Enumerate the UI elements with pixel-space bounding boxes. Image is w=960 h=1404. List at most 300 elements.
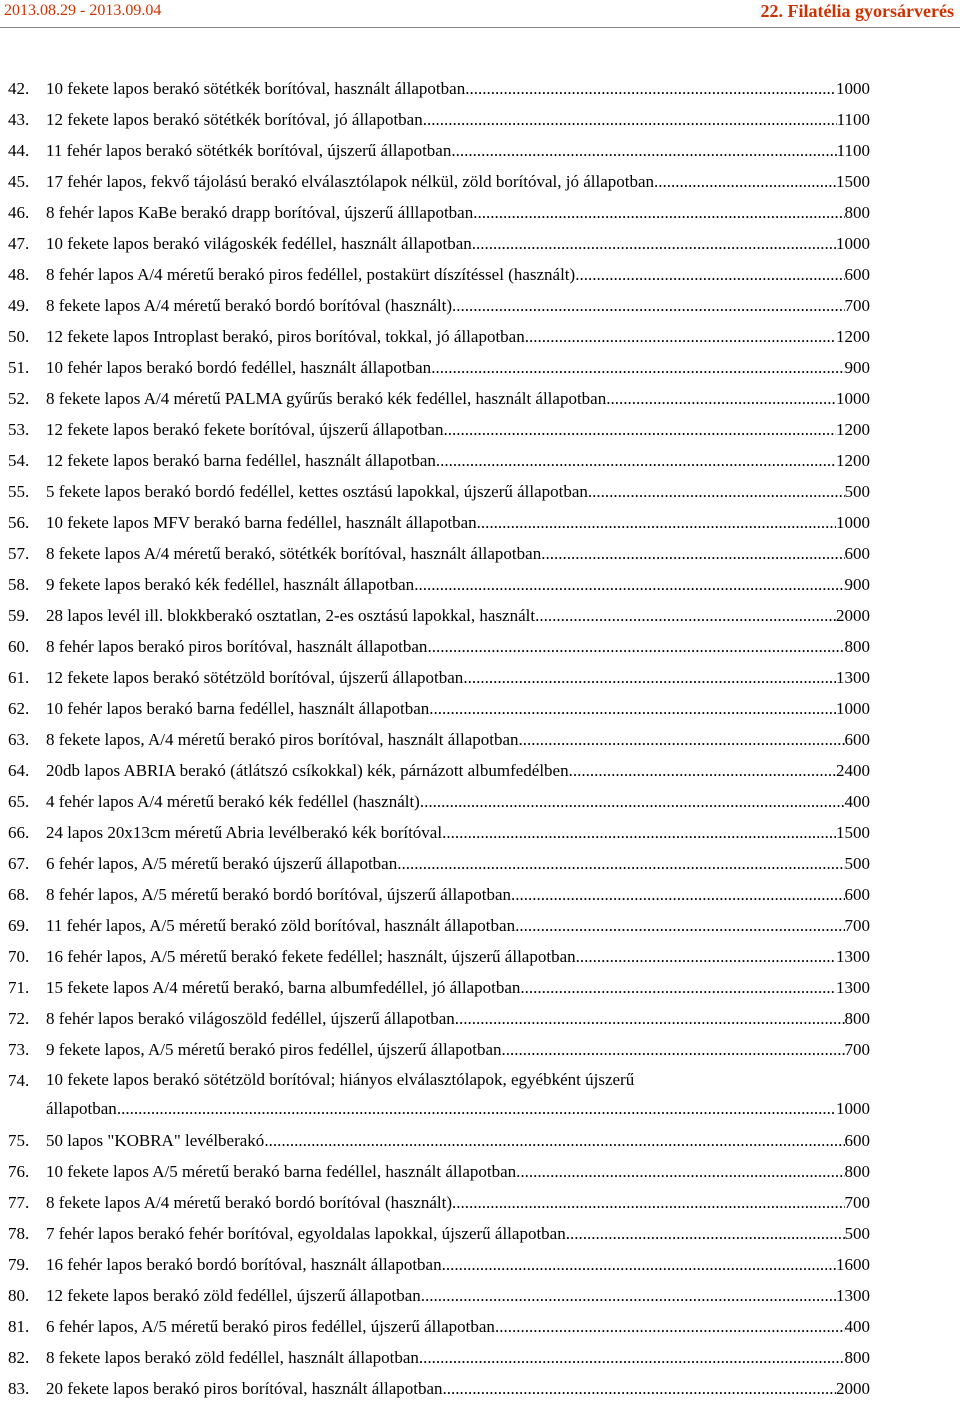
item-body: [46, 476, 870, 507]
item-number: 42.: [8, 79, 30, 98]
leader-dots: [502, 1034, 845, 1065]
item-number: 76.: [8, 1162, 30, 1181]
leader-dots: [117, 1094, 836, 1123]
item-description-continued: állapotban: [46, 1099, 117, 1118]
item-line: [46, 1249, 870, 1280]
item-body: [46, 1156, 870, 1187]
item-body: [46, 1187, 870, 1218]
list-item: [0, 848, 960, 879]
item-body: [46, 631, 870, 662]
leader-dots: [442, 817, 836, 848]
item-description: 8 fekete lapos A/4 méretű berakó bordó borítóval (használt): [46, 296, 452, 315]
list-item: [0, 1125, 960, 1156]
item-description: 11 fehér lapos berakó sötétkék borítóval, újszerű állapotban: [46, 141, 452, 160]
leader-dots: [495, 1311, 845, 1342]
item-description: 8 fekete lapos A/4 méretű PALMA gyűrűs berakó kék fedéllel, használt állapotban: [46, 389, 607, 408]
list-item: [0, 1003, 960, 1034]
item-price: 600: [844, 885, 870, 904]
item-body: [46, 786, 870, 817]
item-body: [46, 600, 870, 631]
item-price: 800: [844, 1162, 870, 1181]
item-price: 700: [844, 296, 870, 315]
list-item: [0, 259, 960, 290]
item-description: 10 fekete lapos berakó világoskék fedéllel, használt állapotban: [46, 234, 472, 253]
item-line: [46, 755, 870, 786]
item-price: 400: [844, 1317, 870, 1336]
leader-dots: [442, 1249, 836, 1280]
list-item: [0, 631, 960, 662]
item-body: [46, 1342, 870, 1373]
leader-dots: [463, 662, 836, 693]
item-description: 8 fehér lapos A/4 méretű berakó piros fedéllel, postakürt díszítéssel (használt): [46, 265, 576, 284]
item-line: [46, 1280, 870, 1311]
list-item: [0, 1218, 960, 1249]
item-description: 20 fekete lapos berakó piros borítóval, használt állapotban: [46, 1379, 443, 1398]
leader-dots: [423, 104, 837, 135]
item-body: [46, 414, 870, 445]
list-item: [0, 507, 960, 538]
item-number: 79.: [8, 1255, 30, 1274]
page-header: [0, 0, 960, 28]
item-number: 75.: [8, 1131, 30, 1150]
item-line: [46, 290, 870, 321]
list-item: [0, 879, 960, 910]
leader-dots: [436, 445, 836, 476]
item-description: 50 lapos "KOBRA" levélberakó: [46, 1131, 265, 1150]
leader-dots: [569, 755, 836, 786]
leader-dots: [451, 135, 836, 166]
date-range: 2013.08.29 - 2013.09.04: [4, 2, 162, 19]
item-description: 5 fekete lapos berakó bordó fedéllel, kettes osztású lapokkal, újszerű állapotban: [46, 482, 588, 501]
item-description: 10 fekete lapos MFV berakó barna fedéllel, használt állapotban: [46, 513, 477, 532]
item-price: 1500: [836, 172, 870, 191]
item-body: [46, 1125, 870, 1156]
list-item: [0, 600, 960, 631]
leader-dots: [515, 910, 844, 941]
item-body: [46, 352, 870, 383]
list-item: [0, 1342, 960, 1373]
item-number: 77.: [8, 1193, 30, 1212]
list-item: [0, 1373, 960, 1404]
item-price: 500: [844, 854, 870, 873]
item-body: [46, 848, 870, 879]
item-line: [46, 197, 870, 228]
item-price: 1200: [836, 327, 870, 346]
leader-dots: [421, 1280, 836, 1311]
item-number: 81.: [8, 1317, 30, 1336]
item-price: 500: [844, 1224, 870, 1243]
item-body: [46, 197, 870, 228]
leader-dots: [606, 383, 836, 414]
list-item: [0, 941, 960, 972]
item-number: 49.: [8, 296, 30, 315]
leader-dots: [465, 73, 836, 104]
item-number: 56.: [8, 513, 30, 532]
item-price: 800: [844, 1009, 870, 1028]
item-body: [46, 259, 870, 290]
list-item: [0, 104, 960, 135]
item-description: 12 fekete lapos berakó sötétkék borítóval, jó állapotban: [46, 110, 423, 129]
item-price: 1000: [836, 234, 870, 253]
item-price: 1600: [836, 1255, 870, 1274]
item-price: 600: [844, 265, 870, 284]
list-item: [0, 135, 960, 166]
item-price: 1300: [836, 978, 870, 997]
item-number: 46.: [8, 203, 30, 222]
document-title: 22. Filatélia gyorsárverés: [760, 1, 954, 21]
leader-dots: [443, 1373, 836, 1404]
item-number: 57.: [8, 544, 30, 563]
item-body: [46, 1373, 870, 1404]
item-number: 65.: [8, 792, 30, 811]
leader-dots: [535, 600, 836, 631]
item-number: 44.: [8, 141, 30, 160]
item-line: [46, 321, 870, 352]
item-number: 63.: [8, 730, 30, 749]
item-description: 10 fekete lapos berakó sötétkék borítóval, használt állapotban: [46, 79, 466, 98]
item-description: 15 fekete lapos A/4 méretű berakó, barna albumfedéllel, jó állapotban: [46, 978, 521, 997]
item-line: [46, 1003, 870, 1034]
leader-dots: [431, 352, 844, 383]
item-price: 600: [844, 730, 870, 749]
leader-dots: [429, 693, 836, 724]
item-price: 1300: [836, 668, 870, 687]
list-item: [0, 414, 960, 445]
item-number: 70.: [8, 947, 30, 966]
leader-dots: [397, 848, 844, 879]
item-body: [46, 693, 870, 724]
item-description: 16 fehér lapos, A/5 méretű berakó fekete fedéllel; használt, újszerű állapotban: [46, 947, 576, 966]
item-description: 7 fehér lapos berakó fehér borítóval, egyoldalas lapokkal, újszerű állapotban: [46, 1224, 566, 1243]
item-body: [46, 383, 870, 414]
list-item: [0, 1280, 960, 1311]
item-line: [46, 104, 870, 135]
item-line: [46, 1125, 870, 1156]
item-body: [46, 910, 870, 941]
item-price: 1000: [836, 1099, 870, 1118]
leader-dots: [452, 1187, 845, 1218]
leader-dots: [419, 1342, 845, 1373]
item-price: 1200: [836, 451, 870, 470]
leader-dots: [414, 569, 844, 600]
item-description: 10 fekete lapos A/5 méretű berakó barna fedéllel, használt állapotban: [46, 1162, 517, 1181]
item-line: [46, 135, 870, 166]
item-description: 11 fehér lapos, A/5 méretű berakó zöld borítóval, használt állapotban: [46, 916, 516, 935]
item-line: [46, 507, 870, 538]
item-price: 2000: [836, 606, 870, 625]
list-item: [0, 1311, 960, 1342]
item-body: [46, 166, 870, 197]
item-price: 600: [844, 544, 870, 563]
list-item: [0, 1065, 960, 1125]
item-number: 69.: [8, 916, 30, 935]
item-body: [46, 104, 870, 135]
item-description: 8 fekete lapos A/4 méretű berakó bordó borítóval (használt): [46, 1193, 452, 1212]
item-description: 8 fehér lapos berakó piros borítóval, használt állapotban: [46, 637, 428, 656]
item-number: 68.: [8, 885, 30, 904]
item-description: 28 lapos levél ill. blokkberakó osztatlan, 2-es osztású lapokkal, használt: [46, 606, 536, 625]
item-line: [46, 972, 870, 1003]
leader-dots: [477, 507, 836, 538]
list-item: [0, 538, 960, 569]
item-number: 50.: [8, 327, 30, 346]
item-number: 64.: [8, 761, 30, 780]
list-item: [0, 755, 960, 786]
item-description: 8 fehér lapos berakó világoszöld fedéllel, újszerű állapotban: [46, 1009, 455, 1028]
item-price: 800: [844, 203, 870, 222]
list-item: [0, 383, 960, 414]
list-item: [0, 569, 960, 600]
item-price: 900: [844, 358, 870, 377]
item-line: [46, 693, 870, 724]
item-body: [46, 1218, 870, 1249]
leader-dots: [511, 879, 845, 910]
item-description: 9 fekete lapos, A/5 méretű berakó piros fedéllel, újszerű állapotban: [46, 1040, 502, 1059]
item-price: 1500: [836, 823, 870, 842]
item-line: [46, 600, 870, 631]
item-line: [46, 1187, 870, 1218]
leader-dots: [473, 197, 844, 228]
item-price: 1200: [836, 420, 870, 439]
item-body: [46, 662, 870, 693]
list-item: [0, 1034, 960, 1065]
item-line: [46, 1034, 870, 1065]
item-line: [46, 259, 870, 290]
list-item: [0, 724, 960, 755]
item-body: [46, 569, 870, 600]
item-number: 55.: [8, 482, 30, 501]
list-item: [0, 445, 960, 476]
leader-dots: [455, 1003, 845, 1034]
list-item: [0, 786, 960, 817]
item-description: 8 fekete lapos berakó zöld fedéllel, használt állapotban: [46, 1348, 419, 1367]
item-description: 4 fehér lapos A/4 méretű berakó kék fedéllel (használt): [46, 792, 420, 811]
item-number: 72.: [8, 1009, 30, 1028]
item-description: 6 fehér lapos, A/5 méretű berakó piros fedéllel, újszerű állapotban: [46, 1317, 495, 1336]
item-description: 8 fekete lapos, A/4 méretű berakó piros borítóval, használt állapotban: [46, 730, 519, 749]
item-line: [46, 538, 870, 569]
item-number: 61.: [8, 668, 30, 687]
item-body: [46, 507, 870, 538]
leader-dots: [541, 538, 844, 569]
item-number: 54.: [8, 451, 30, 470]
leader-dots: [443, 414, 836, 445]
item-description: 12 fekete lapos berakó barna fedéllel, használt állapotban: [46, 451, 436, 470]
leader-dots: [566, 1218, 845, 1249]
list-item: [0, 972, 960, 1003]
item-description: 10 fehér lapos berakó barna fedéllel, használt állapotban: [46, 699, 430, 718]
item-description: 8 fekete lapos A/4 méretű berakó, sötétkék borítóval, használt állapotban: [46, 544, 542, 563]
item-number: 58.: [8, 575, 30, 594]
list-item: [0, 197, 960, 228]
item-description: 10 fekete lapos berakó sötétzöld borítóval; hiányos elválasztólapok, egyébként újszerű: [46, 1070, 635, 1089]
item-line: [46, 476, 870, 507]
leader-dots: [472, 228, 836, 259]
list-item: [0, 1249, 960, 1280]
item-body: [46, 941, 870, 972]
item-line: [46, 569, 870, 600]
item-price: 1300: [836, 1286, 870, 1305]
item-number: 43.: [8, 110, 30, 129]
leader-dots: [452, 290, 845, 321]
list-item: [0, 321, 960, 352]
item-price: 700: [844, 1193, 870, 1212]
item-description: 20db lapos ABRIA berakó (átlátszó csíkokkal) kék, párnázott albumfedélben: [46, 761, 569, 780]
leader-dots: [520, 972, 836, 1003]
item-body: [46, 290, 870, 321]
item-price: 800: [844, 1348, 870, 1367]
item-number: 45.: [8, 172, 30, 191]
item-body: [46, 538, 870, 569]
list-item: [0, 910, 960, 941]
item-price: 1000: [836, 79, 870, 98]
header-divider: [0, 27, 960, 28]
item-line: [46, 910, 870, 941]
item-description: 12 fekete lapos berakó sötétzöld borítóval, újszerű állapotban: [46, 668, 464, 687]
leader-dots: [588, 476, 845, 507]
item-description: 17 fehér lapos, fekvő tájolású berakó elválasztólapok nélkül, zöld borítóval, jó állapotban: [46, 172, 655, 191]
item-body: [46, 321, 870, 352]
item-body: [46, 755, 870, 786]
item-price: 1100: [836, 110, 870, 129]
item-price: 800: [844, 637, 870, 656]
item-number: 67.: [8, 854, 30, 873]
item-line: [46, 414, 870, 445]
list-item: [0, 817, 960, 848]
item-body: [46, 817, 870, 848]
item-body: [46, 1003, 870, 1034]
item-description: 16 fehér lapos berakó bordó borítóval, használt állapotban: [46, 1255, 442, 1274]
leader-dots: [654, 166, 836, 197]
leader-dots: [576, 941, 836, 972]
leader-dots: [575, 259, 844, 290]
item-body: [46, 1311, 870, 1342]
item-line: [46, 1218, 870, 1249]
item-price: 600: [844, 1131, 870, 1150]
item-price: 1000: [836, 389, 870, 408]
list-item: [0, 352, 960, 383]
item-line: [46, 383, 870, 414]
item-body: [46, 1280, 870, 1311]
list-item: [0, 1187, 960, 1218]
item-price: 700: [844, 916, 870, 935]
item-price: 2000: [836, 1379, 870, 1398]
leader-dots: [420, 786, 845, 817]
item-number: 59.: [8, 606, 30, 625]
item-line: [46, 1156, 870, 1187]
list-item: [0, 693, 960, 724]
item-description: 8 fehér lapos KaBe berakó drapp borítóval, újszerű álllapotban: [46, 203, 474, 222]
item-line: [46, 228, 870, 259]
item-body: [46, 135, 870, 166]
item-number: 62.: [8, 699, 30, 718]
item-number: 83.: [8, 1379, 30, 1398]
item-body: [46, 724, 870, 755]
item-line: [46, 73, 870, 104]
item-description: 12 fekete lapos berakó zöld fedéllel, újszerű állapotban: [46, 1286, 421, 1305]
item-body: [46, 1065, 870, 1123]
item-number: 47.: [8, 234, 30, 253]
list-item: [0, 476, 960, 507]
list-item: [0, 290, 960, 321]
leader-dots: [516, 1156, 844, 1187]
item-description: 8 fehér lapos, A/5 méretű berakó bordó borítóval, újszerű állapotban: [46, 885, 511, 904]
item-price: 2400: [836, 761, 870, 780]
leader-dots: [519, 724, 845, 755]
item-line: [46, 445, 870, 476]
item-number: 71.: [8, 978, 30, 997]
item-number: 82.: [8, 1348, 30, 1367]
item-description: 12 fekete lapos berakó fekete borítóval, újszerű állapotban: [46, 420, 444, 439]
item-line: [46, 1311, 870, 1342]
item-description: 12 fekete lapos Introplast berakó, piros borítóval, tokkal, jó állapotban: [46, 327, 525, 346]
item-line: [46, 848, 870, 879]
list-item: [0, 228, 960, 259]
item-body: [46, 445, 870, 476]
auction-item-list: [0, 73, 960, 1404]
item-number: 74.: [8, 1071, 30, 1090]
list-item: [0, 662, 960, 693]
item-number: 51.: [8, 358, 30, 377]
item-body: [46, 1249, 870, 1280]
item-line: [46, 631, 870, 662]
item-body: [46, 73, 870, 104]
item-price: 1000: [836, 513, 870, 532]
item-line: [46, 817, 870, 848]
item-description: 10 fehér lapos berakó bordó fedéllel, használt állapotban: [46, 358, 432, 377]
list-item: [0, 1156, 960, 1187]
item-line: [46, 724, 870, 755]
item-line: [46, 352, 870, 383]
item-line: [46, 662, 870, 693]
item-number: 48.: [8, 265, 30, 284]
item-number: 53.: [8, 420, 30, 439]
item-price: 400: [844, 792, 870, 811]
item-line: [46, 166, 870, 197]
item-body: [46, 1034, 870, 1065]
item-line: [46, 1373, 870, 1404]
list-item: [0, 166, 960, 197]
item-line: [46, 786, 870, 817]
item-price: 900: [844, 575, 870, 594]
item-body: [46, 972, 870, 1003]
item-body: [46, 228, 870, 259]
leader-dots: [264, 1125, 844, 1156]
list-item: [0, 73, 960, 104]
item-body: [46, 879, 870, 910]
item-description: 9 fekete lapos berakó kék fedéllel, használt állapotban: [46, 575, 415, 594]
item-price: 500: [844, 482, 870, 501]
item-line: [46, 1342, 870, 1373]
item-price: 1300: [836, 947, 870, 966]
leader-dots: [427, 631, 844, 662]
item-price: 1100: [836, 141, 870, 160]
item-price: 1000: [836, 699, 870, 718]
item-line: [46, 1065, 870, 1094]
item-number: 78.: [8, 1224, 30, 1243]
item-number: 73.: [8, 1040, 30, 1059]
item-description: 6 fehér lapos, A/5 méretű berakó újszerű állapotban: [46, 854, 398, 873]
item-price: 700: [844, 1040, 870, 1059]
item-number: 80.: [8, 1286, 30, 1305]
item-line: [46, 879, 870, 910]
item-line: [46, 1094, 870, 1123]
item-number: 52.: [8, 389, 30, 408]
item-description: 24 lapos 20x13cm méretű Abria levélberakó kék borítóval: [46, 823, 443, 842]
item-line: [46, 941, 870, 972]
leader-dots: [525, 321, 836, 352]
item-number: 60.: [8, 637, 30, 656]
